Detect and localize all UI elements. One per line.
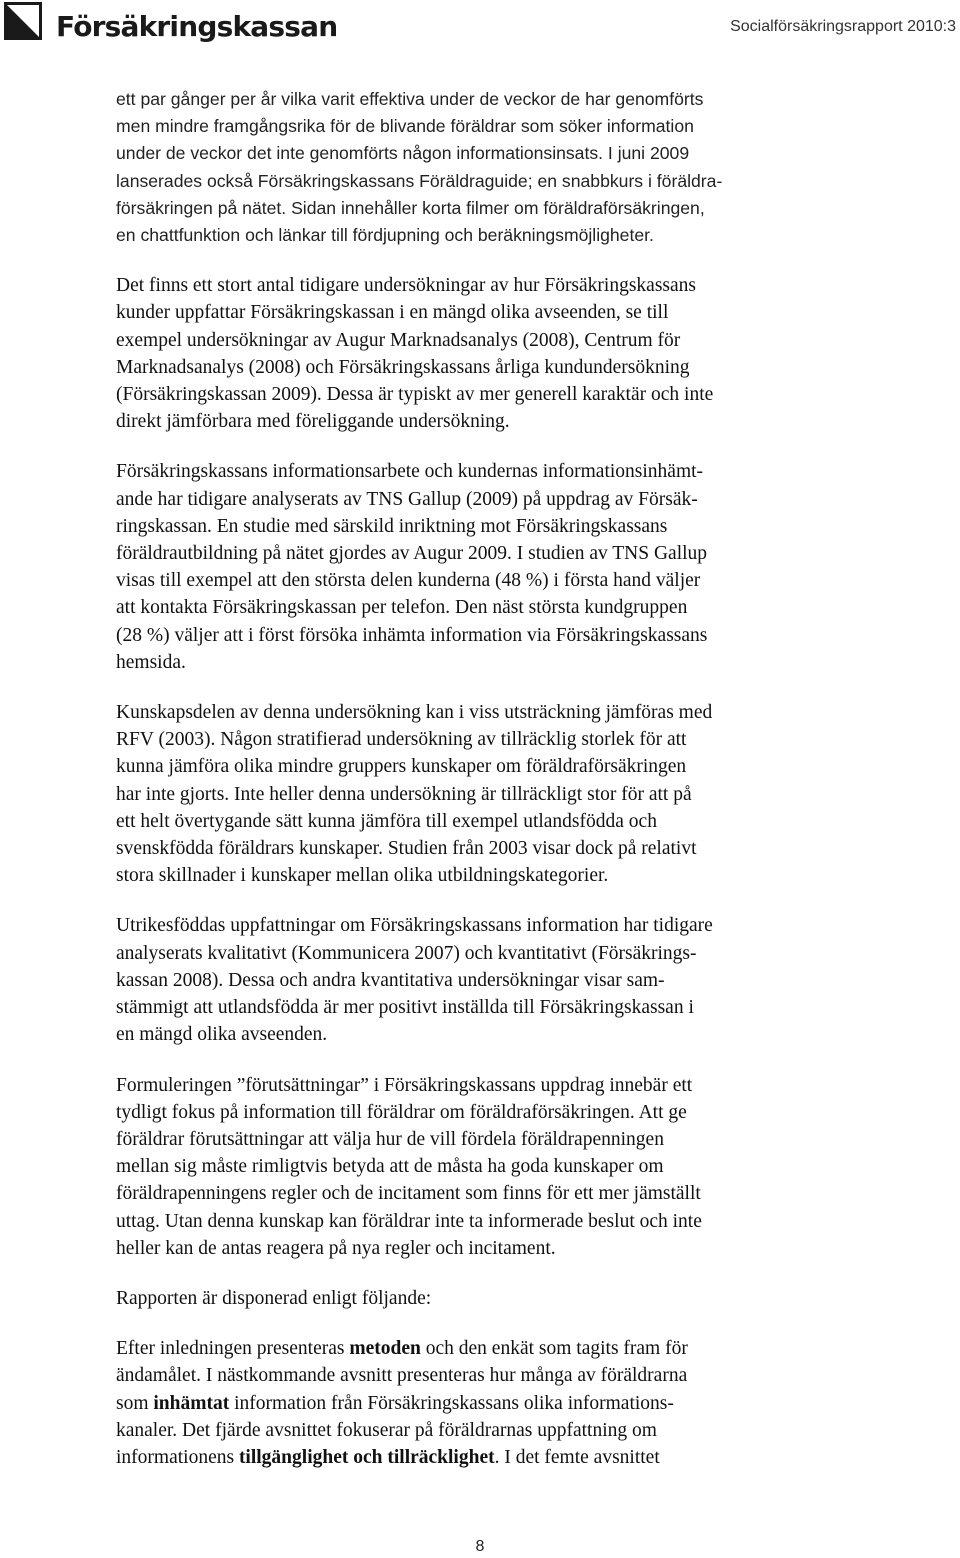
document-body: [116, 86, 848, 1494]
forsakringskassan-logo-icon: [4, 2, 42, 40]
text-line: föräldrar förutsättningar att välja hur de vill fördela föräldrapenningen: [116, 1128, 664, 1150]
text-line: ett helt övertygande sätt kunna jämföra till exempel utlandsfödda och: [116, 810, 657, 832]
text-line: [116, 1444, 848, 1471]
text-line: stämmigt att utlandsfödda är mer positivt inställda till Försäkringskassan i: [116, 997, 694, 1019]
text-line: mellan sig måste rimligtvis betyda att de måsta ha goda kunskaper om: [116, 1156, 664, 1178]
text-line: heller kan de antas reagera på nya regler och incitament.: [116, 1237, 556, 1259]
text-line: ett par gånger per år vilka varit effektiva under de veckor de har genomförts: [116, 89, 704, 109]
paragraph-2: [116, 272, 848, 435]
text-line: ande har tidigare analyserats av TNS Gallup (2009) på uppdrag av Försäk-: [116, 488, 698, 510]
paragraph-8: [116, 1335, 848, 1471]
text-line: hemsida.: [116, 651, 186, 673]
text-line: kunder uppfattar Försäkringskassan i en mängd olika avseenden, se till: [116, 302, 669, 324]
paragraph-5: [116, 912, 848, 1048]
text-line: Det finns ett stort antal tidigare undersökningar av hur Försäkringskassans: [116, 275, 697, 297]
text-line: under de veckor det inte genomförts någon informationsinsats. I juni 2009: [116, 143, 690, 164]
logo-wordmark: Försäkringskassan: [56, 10, 338, 43]
text-line: att kontakta Försäkringskassan per telefon. Den näst största kundgruppen: [116, 597, 688, 619]
text-line: visas till exempel att den största delen kunderna (48 %) i första hand väljer: [116, 570, 701, 592]
text-line: svenskfödda föräldrars kunskaper. Studien från 2003 visar dock på relativt: [116, 838, 697, 860]
paragraph-4: [116, 699, 848, 889]
text-line: men mindre framgångsrika för de blivande föräldrar som söker information: [116, 116, 694, 137]
text-line: lanserades också Försäkringskassans Föräldraguide; en snabbkurs i föräldra-: [116, 170, 723, 191]
text-line: en mängd olika avseenden.: [116, 1024, 328, 1046]
text-line: kassan 2008). Dessa och andra kvantitativa undersökningar visar sam-: [116, 969, 665, 991]
paragraph-7: [116, 1285, 848, 1312]
paragraph-6: [116, 1072, 848, 1262]
bold-term: tillgänglighet och tillräcklighet: [238, 1446, 495, 1468]
bold-term: inhämtat: [153, 1392, 230, 1414]
text-span: Efter inledningen presenteras: [116, 1338, 350, 1360]
paragraph-3: [116, 458, 848, 676]
report-title: Socialförsäkringsrapport 2010:3: [730, 18, 956, 35]
text-line: Utrikesföddas uppfattningar om Försäkringskassans information har tidigare: [116, 915, 713, 937]
page-header: [0, 0, 960, 60]
text-span: som: [116, 1392, 154, 1414]
paragraph-1: [116, 86, 848, 249]
text-line: föräldrapenningens regler och de incitament som finns för ett mer jämställt: [116, 1183, 701, 1205]
text-line: Formuleringen ”förutsättningar” i Försäkringskassans uppdrag innebär ett: [116, 1074, 693, 1096]
text-span: och den enkät som tagits fram för: [420, 1338, 688, 1360]
text-span: . I det femte avsnittet: [494, 1446, 660, 1468]
text-line: uttag. Utan denna kunskap kan föräldrar inte ta informerade beslut och inte: [116, 1210, 702, 1232]
text-line: [116, 1390, 848, 1417]
text-line: (28 %) väljer att i först försöka inhämta information via Försäkringskassans: [116, 624, 708, 646]
text-line: ändamålet. I nästkommande avsnitt presenteras hur många av föräldrarna: [116, 1365, 688, 1387]
text-line: direkt jämförbara med föreliggande undersökning.: [116, 411, 510, 433]
page-number: 8: [475, 1538, 485, 1555]
text-span: informationens: [116, 1446, 239, 1468]
bold-term: metoden: [349, 1338, 421, 1360]
text-line: RFV (2003). Någon stratifierad undersökning av tillräcklig storlek för att: [116, 729, 687, 751]
text-line: stora skillnader i kunskaper mellan olika utbildningskategorier.: [116, 865, 609, 887]
text-line: Rapporten är disponerad enligt följande:: [116, 1287, 432, 1309]
text-line: ringskassan. En studie med särskild inriktning mot Försäkringskassans: [116, 515, 668, 537]
text-line: [116, 1335, 848, 1362]
text-line: en chattfunktion och länkar till fördjupning och beräkningsmöjligheter.: [116, 225, 654, 246]
text-line: analyserats kvalitativt (Kommunicera 2007) och kvantitativt (Försäkrings-: [116, 942, 697, 964]
text-line: kanaler. Det fjärde avsnittet fokuserar på föräldrarnas uppfattning om: [116, 1419, 657, 1441]
text-line: kunna jämföra olika mindre gruppers kunskaper om föräldraförsäkringen: [116, 756, 687, 778]
text-line: föräldrautbildning på nätet gjordes av Augur 2009. I studien av TNS Gallup: [116, 543, 708, 565]
text-line: Försäkringskassans informationsarbete och kundernas informationsinhämt-: [116, 461, 704, 483]
text-line: tydligt fokus på information till föräldrar om föräldraförsäkringen. Att ge: [116, 1101, 687, 1123]
text-line: har inte gjorts. Inte heller denna undersökning är tillräckligt stor för att på: [116, 783, 692, 805]
text-line: Kunskapsdelen av denna undersökning kan i viss utsträckning jämföras med: [116, 702, 713, 724]
text-line: försäkringen på nätet. Sidan innehåller korta filmer om föräldraförsäkringen,: [116, 197, 705, 218]
text-span: information från Försäkringskassans olika informations-: [229, 1392, 674, 1414]
text-line: (Försäkringskassan 2009). Dessa är typiskt av mer generell karaktär och inte: [116, 384, 714, 406]
text-line: Marknadsanalys (2008) och Försäkringskassans årliga kundundersökning: [116, 356, 690, 378]
text-line: exempel undersökningar av Augur Marknadsanalys (2008), Centrum för: [116, 329, 681, 351]
